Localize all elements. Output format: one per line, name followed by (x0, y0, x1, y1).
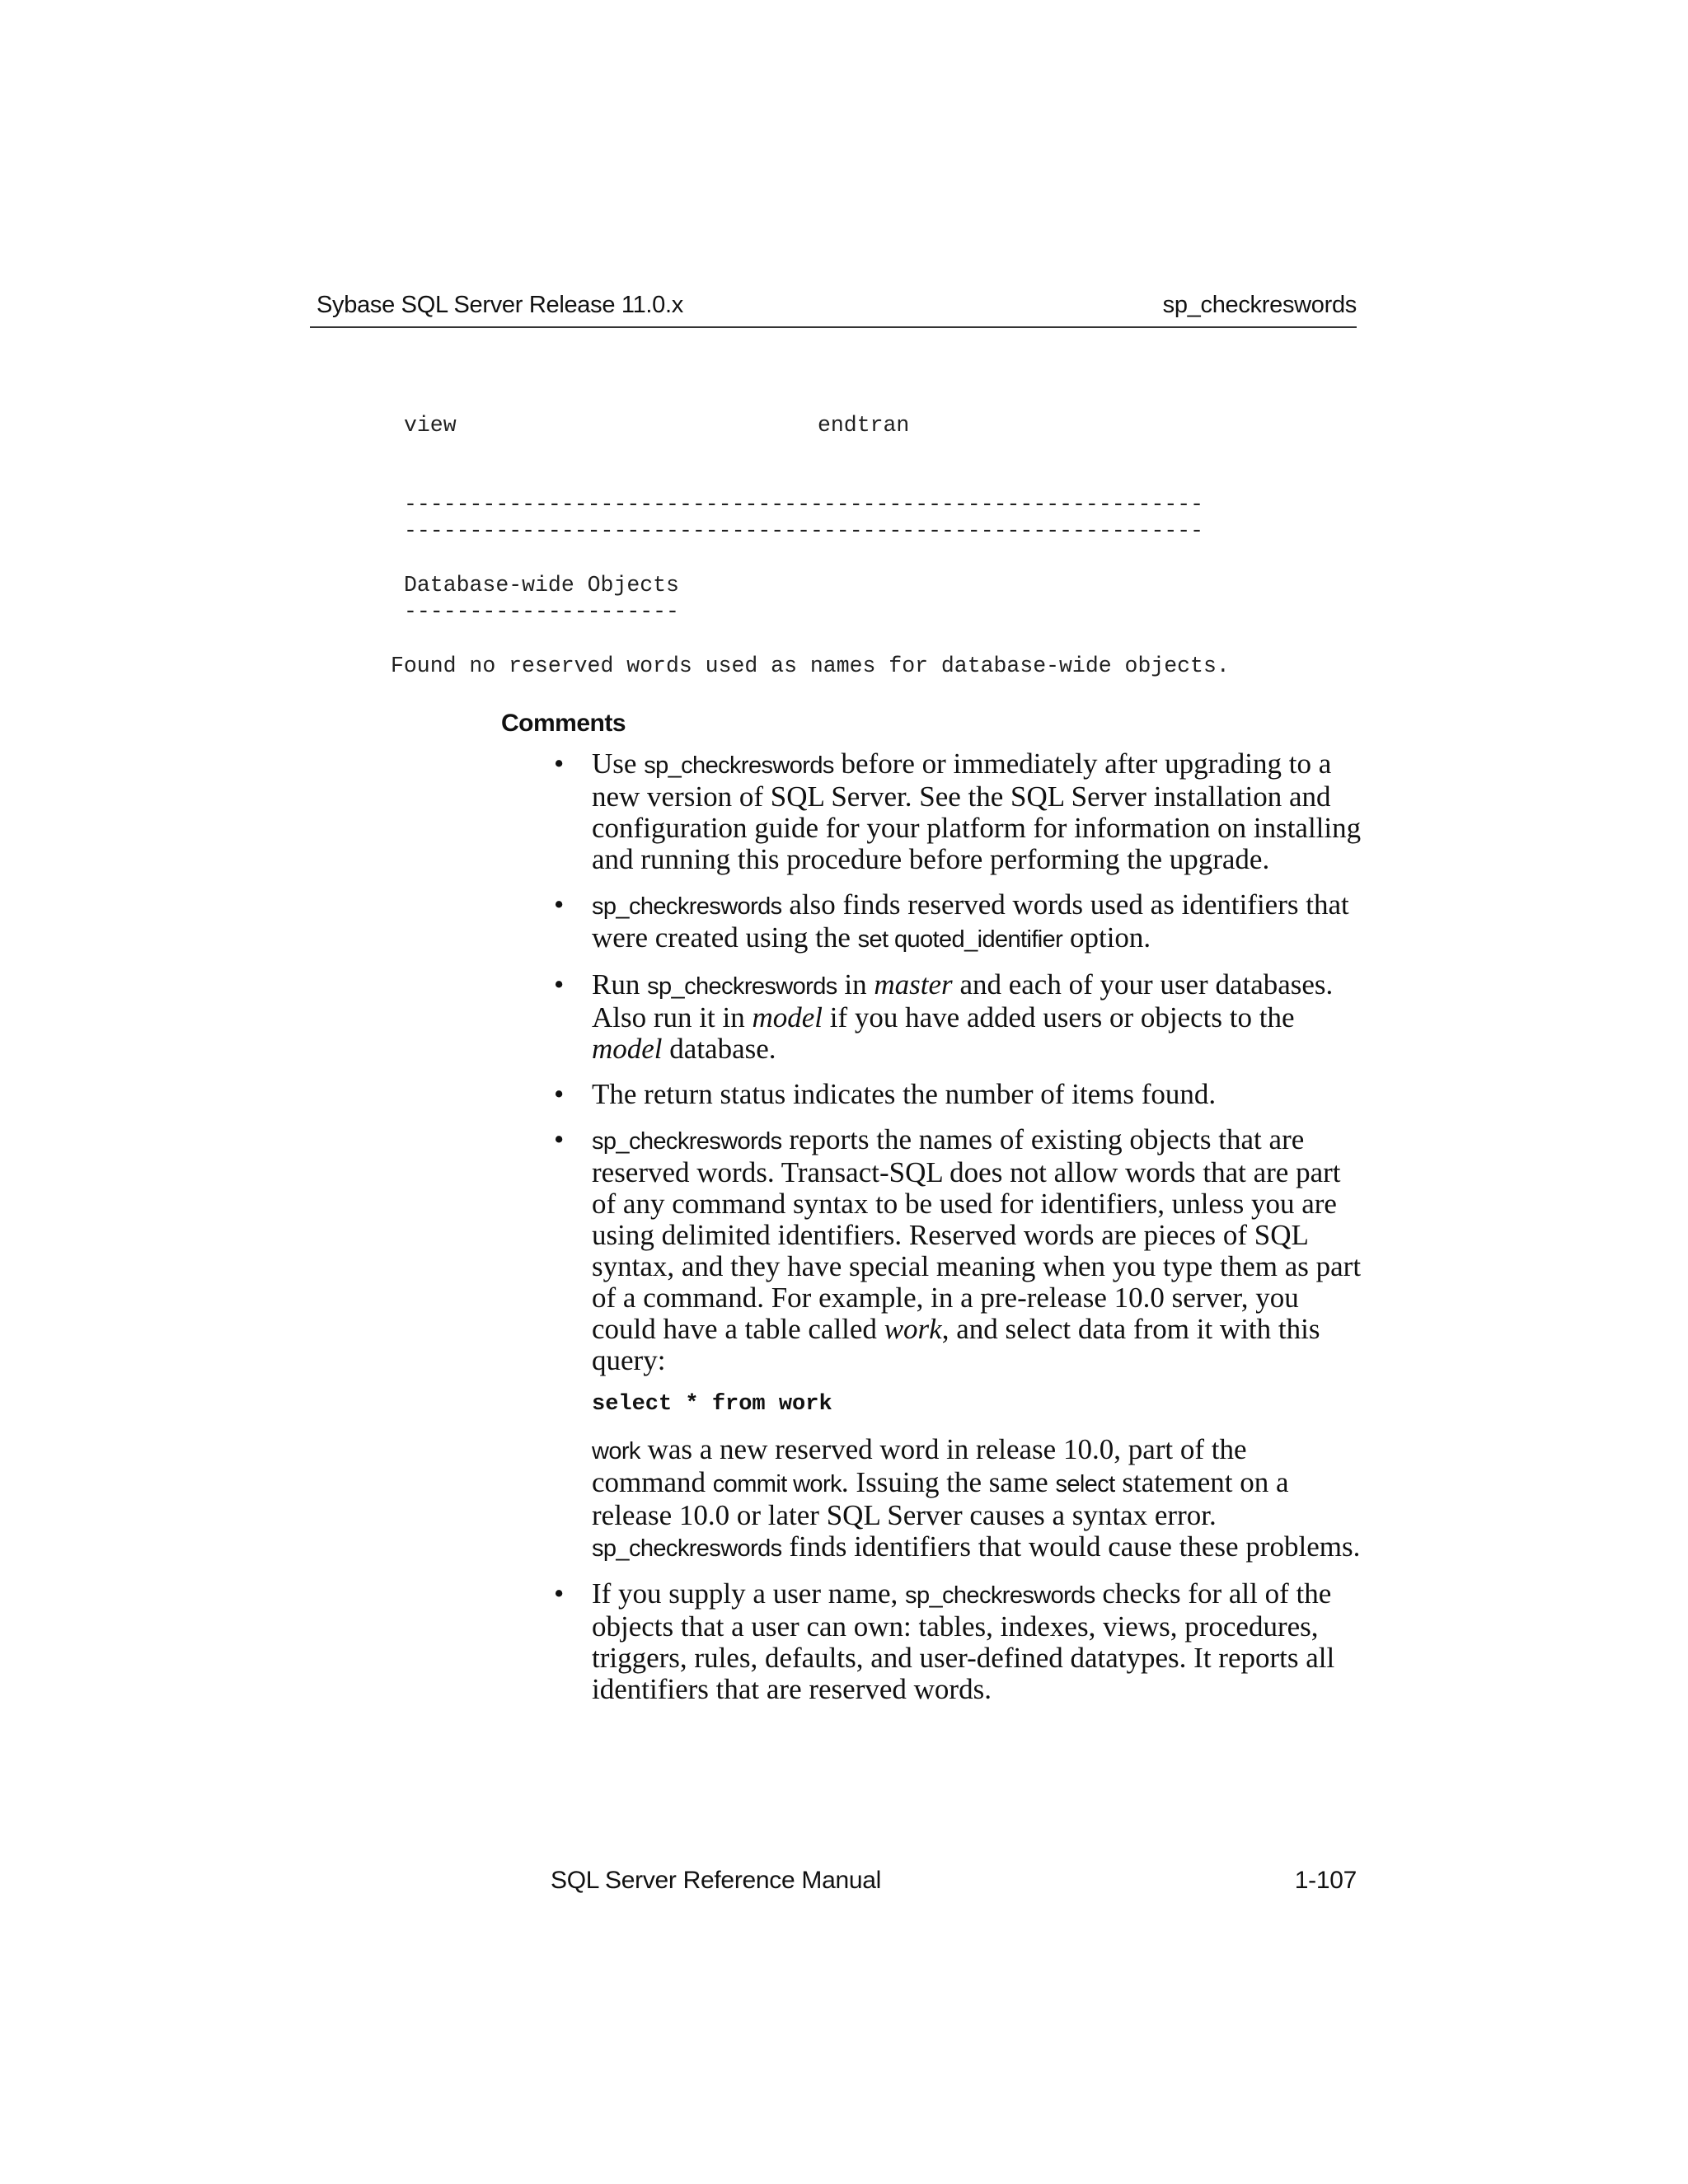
comment-item (554, 1124, 1362, 1564)
output-dash-line-1: ------------------------------------------------------------- (404, 492, 1204, 517)
procedure-term: sp_checkreswords (592, 893, 782, 920)
database-name: master (874, 968, 953, 1001)
procedure-term: sp_checkreswords (592, 1535, 782, 1562)
code-example: select * from work (592, 1392, 832, 1417)
output-dash-line-2: ------------------------------------------------------------- (404, 518, 1204, 543)
output-section-underline: --------------------- (404, 599, 679, 624)
bullet-marker: • (554, 1078, 565, 1110)
comment-text: work was a new reserved word in release 10.0, part of the command commit work. Issuing the same select statement on a release 10.0 or later SQL Server causes a syntax error. sp_checkreswords finds identifiers that would cause these problems. (592, 1433, 1361, 1563)
database-name: model (592, 1033, 663, 1065)
header-procedure-name: sp_checkreswords (1162, 292, 1357, 318)
comment-item (554, 1079, 1362, 1110)
output-message: Found no reserved words used as names for database-wide objects. (391, 654, 1230, 678)
database-name: model (752, 1001, 823, 1033)
output-row-col1: view (404, 413, 457, 438)
bullet-marker: • (554, 1577, 565, 1610)
comment-item (554, 889, 1362, 955)
command-term: select (1055, 1471, 1115, 1497)
table-name: work (884, 1313, 942, 1345)
option-term: set quoted_identifier (857, 926, 1063, 953)
comments-heading: Comments (501, 710, 626, 737)
bullet-marker: • (554, 888, 565, 921)
header-divider (310, 326, 1357, 328)
footer-page-number: 1-107 (1294, 1867, 1357, 1894)
keyword-term: work (592, 1438, 640, 1465)
page-header (316, 288, 1357, 321)
output-row-col2: endtran (818, 413, 910, 438)
procedure-term: sp_checkreswords (644, 752, 834, 779)
procedure-term: sp_checkreswords (905, 1582, 1095, 1609)
bullet-marker: • (554, 968, 565, 1001)
command-term: commit work (712, 1471, 842, 1497)
comments-list (554, 748, 1362, 1719)
procedure-term: sp_checkreswords (647, 973, 837, 1000)
comment-text: Use sp_checkreswords before or immediately after upgrading to a new version of SQL Server. See the SQL Server installation and configuration guide for your platform for information on installing and running this procedure before performing the upgrade. (592, 748, 1362, 875)
comment-text: The return status indicates the number of items found. (592, 1078, 1217, 1110)
comment-text: sp_checkreswords reports the names of existing objects that are reserved words. Transact-SQL does not allow words that are part of any command syntax to be used for identifiers, unless you are using delimited identifiers. Reserved words are pieces of SQL syntax, and they have special meaning when you type them as part of a command. For example, in a pre-release 10.0 server, you could have a table called work, and select data from it with this query: (592, 1123, 1362, 1376)
comment-text: sp_checkreswords also finds reserved words used as identifiers that were created using the set quoted_identifier option. (592, 888, 1349, 954)
procedure-term: sp_checkreswords (592, 1128, 782, 1155)
bullet-marker: • (554, 748, 565, 780)
comment-text: If you supply a user name, sp_checkreswords checks for all of the objects that a user can own: tables, indexes, views, procedures, triggers, rules, defaults, and user-defined datatypes. It reports all identifiers that are reserved words. (592, 1577, 1335, 1705)
comment-item (554, 1578, 1362, 1705)
header-document-title: Sybase SQL Server Release 11.0.x (316, 292, 683, 318)
comment-item (554, 748, 1362, 875)
comment-item (554, 969, 1362, 1065)
comment-text: Run sp_checkreswords in master and each of your user databases. Also run it in model if you have added users or objects to the model database. (592, 968, 1334, 1065)
footer-manual-title: SQL Server Reference Manual (551, 1867, 881, 1894)
bullet-marker: • (554, 1123, 565, 1155)
output-section-title: Database-wide Objects (404, 573, 679, 598)
